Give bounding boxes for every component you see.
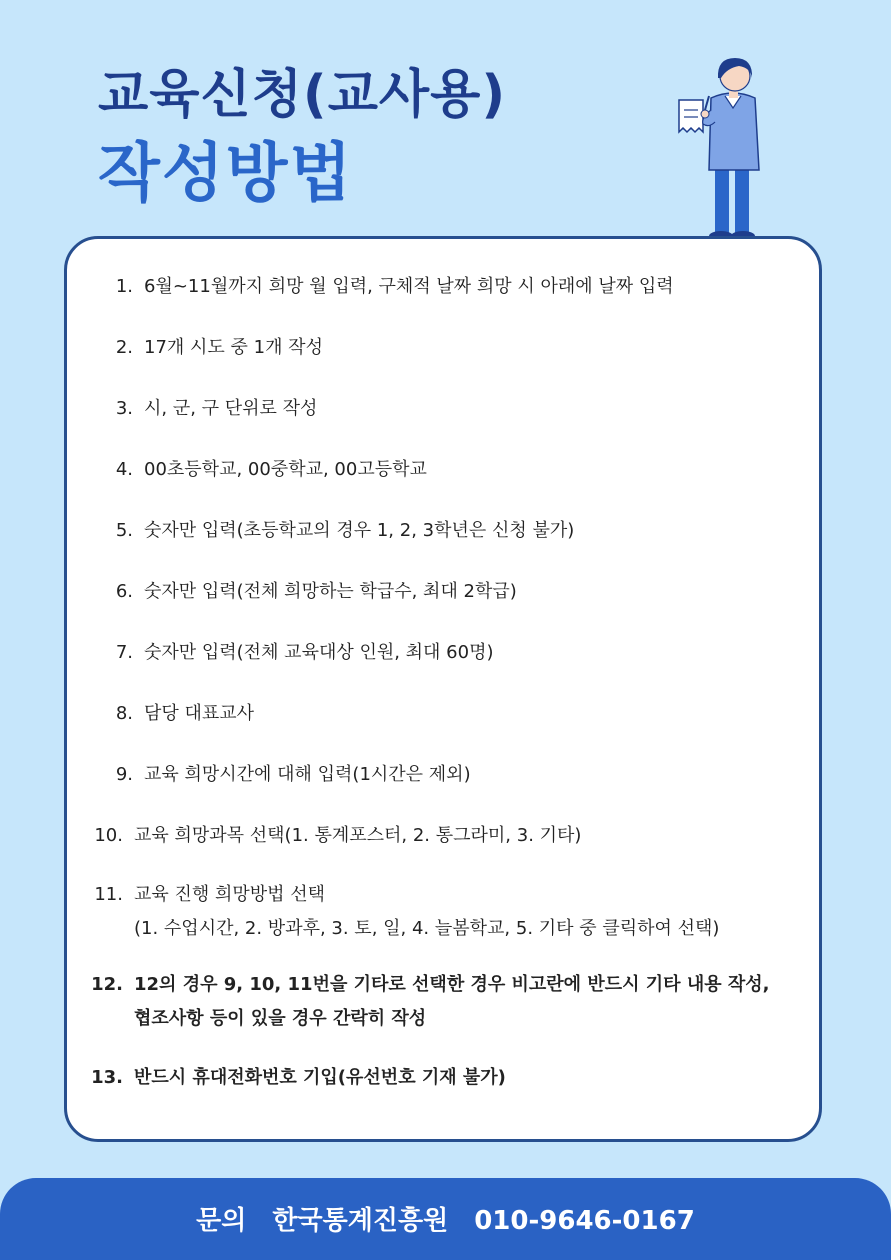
instruction-text — [144, 758, 471, 792]
contact-label: 문의 — [196, 1206, 247, 1236]
instruction-text — [144, 636, 494, 670]
instruction-number: 4. — [115, 459, 133, 480]
instruction-number: 9. — [115, 764, 133, 785]
instruction-number: 8. — [115, 703, 133, 724]
instruction-line: 숫자만 입력(전체 교육대상 인원, 최대 60명) — [144, 642, 494, 663]
instruction-number: 7. — [115, 642, 133, 663]
instruction-number: 10. — [94, 825, 123, 846]
instruction-line: 교육 희망시간에 대해 입력(1시간은 제외) — [144, 764, 471, 785]
instruction-text — [144, 453, 427, 487]
instruction-number: 12. — [91, 974, 123, 995]
instruction-text — [134, 1061, 506, 1095]
instruction-number: 6. — [115, 581, 133, 602]
instruction-text — [134, 878, 719, 946]
instruction-text — [144, 697, 254, 731]
instruction-number: 2. — [115, 337, 133, 358]
footer-bar — [0, 1178, 891, 1260]
instruction-text — [134, 819, 581, 853]
instruction-line: 17개 시도 중 1개 작성 — [144, 337, 323, 358]
instruction-line: (1. 수업시간, 2. 방과후, 3. 토, 일, 4. 늘봄학교, 5. 기타 중 클릭하여 선택) — [134, 918, 720, 939]
person-holding-receipt-icon — [655, 48, 775, 244]
instruction-line: 숫자만 입력(초등학교의 경우 1, 2, 3학년은 신청 불가) — [144, 520, 575, 541]
instruction-line: 12의 경우 9, 10, 11번을 기타로 선택한 경우 비고란에 반드시 기타 내용 작성, — [134, 974, 770, 995]
contact-info — [0, 1200, 891, 1237]
instruction-text — [144, 331, 323, 365]
instruction-number: 11. — [94, 884, 123, 905]
instruction-line: 시, 군, 구 단위로 작성 — [144, 398, 318, 419]
page-subtitle: 작성방법 — [98, 137, 354, 211]
instruction-line: 협조사항 등이 있을 경우 간락히 작성 — [134, 1008, 427, 1029]
page-title: 교육신청(교사용) — [98, 65, 507, 125]
instruction-line: 00초등학교, 00중학교, 00고등학교 — [144, 459, 427, 480]
instruction-text — [144, 514, 574, 548]
instruction-number: 3. — [115, 398, 133, 419]
contact-org: 한국통계진흥원 — [272, 1206, 449, 1236]
instruction-line: 6월~11월까지 희망 월 입력, 구체적 날짜 희망 시 아래에 날짜 입력 — [144, 276, 674, 297]
instruction-text — [134, 968, 769, 1036]
instructions-card — [64, 236, 822, 1142]
instruction-number: 5. — [115, 520, 133, 541]
instruction-line: 담당 대표교사 — [144, 703, 255, 724]
instruction-text — [144, 575, 517, 609]
instruction-line: 숫자만 입력(전체 희망하는 학급수, 최대 2학급) — [144, 581, 517, 602]
instruction-number: 13. — [91, 1067, 123, 1088]
instruction-line: 교육 희망과목 선택(1. 통계포스터, 2. 통그라미, 3. 기타) — [134, 825, 582, 846]
instruction-text — [144, 392, 317, 426]
contact-phone: 010-9646-0167 — [474, 1206, 695, 1236]
instruction-number: 1. — [115, 276, 133, 297]
instruction-line: 반드시 휴대전화번호 기입(유선번호 기재 불가) — [134, 1067, 506, 1088]
instruction-text — [144, 270, 674, 304]
instruction-line: 교육 진행 희망방법 선택 — [134, 884, 326, 905]
